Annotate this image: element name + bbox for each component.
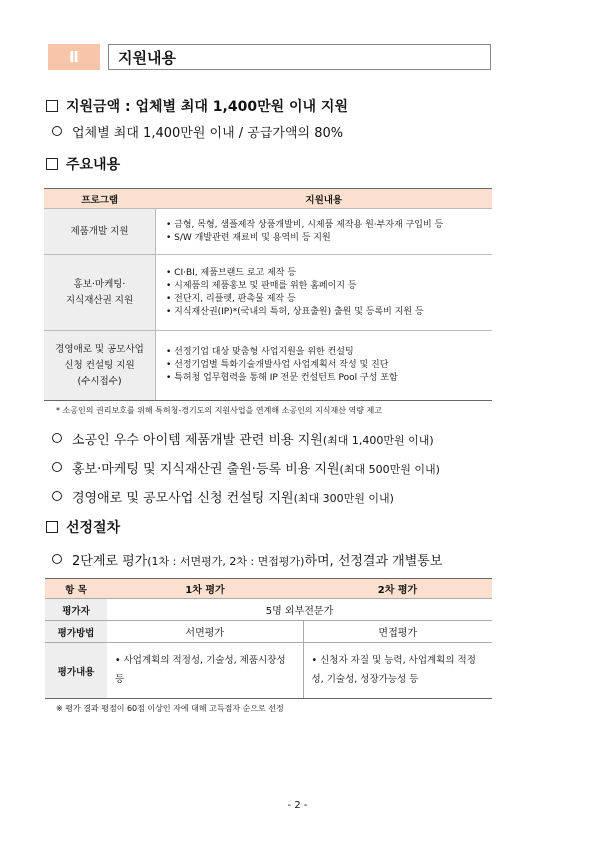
list-item: • 선정기업별 특화기술개발사업 사업계획서 작성 및 진단 (166, 359, 491, 372)
program-cell: 경영애로 및 공모사업 신청 컨설팅 지원 (수시접수) (44, 331, 156, 401)
circle-bullet-icon (52, 462, 62, 472)
support-amount-detail: 업체별 최대 1,400만원 이내 / 공급가액의 80% (52, 122, 343, 141)
list-item: • 선정기업 대상 맞춤형 사업지원을 위한 컨설팅 (166, 346, 491, 359)
circle-bullet-icon (52, 491, 62, 501)
table-row (45, 621, 492, 643)
content-second: • 신청자 자질 및 능력, 사업계획의 적정성, 기술성, 성장가능성 등 (303, 643, 492, 699)
square-bullet-icon (46, 521, 58, 533)
support-bullet: 소공인 우수 아이템 제품개발 관련 비용 지원(최대 1,400만원 이내) (52, 429, 434, 448)
selection-line: 2단계로 평가(1차 : 서면평가, 2차 : 면접평가)하며, 선정결과 개별통보 (52, 550, 442, 569)
circle-bullet-icon (52, 433, 62, 443)
support-amount-heading: 지원금액 : 업체별 최대 1,400만원 이내 지원 (46, 96, 348, 116)
circle-bullet-icon (52, 554, 62, 564)
section-title: 지원내용 (108, 44, 491, 70)
evaluation-table (45, 578, 492, 699)
program-table (44, 188, 492, 401)
page-number: - 2 - (287, 800, 308, 811)
list-item: • CI·BI, 제품브랜드 로고 제작 등 (166, 267, 491, 280)
content-first: • 사업계획의 적정성, 기술성, 제품시장성 등 (107, 643, 303, 699)
table-row (45, 599, 492, 621)
table-header-second: 2차 평가 (303, 579, 492, 599)
table-header-content: 지원내용 (156, 189, 493, 209)
support-bullet: 경영애로 및 공모사업 신청 컨설팅 지원(최대 300만원 이내) (52, 487, 394, 506)
content-cell (156, 255, 493, 331)
content-cell (156, 209, 493, 255)
program-cell: 홍보·마케팅· 지식재산권 지원 (44, 255, 156, 331)
list-item: • S/W 개발관련 재료비 및 용역비 등 지원 (166, 232, 491, 245)
table-row (45, 643, 492, 699)
table-header-item: 항 목 (45, 579, 107, 599)
square-bullet-icon (46, 100, 58, 112)
list-item: • 금형, 목형, 샘플제작 상품개발비, 시제품 제작용 원·부자재 구입비 등 (166, 219, 491, 232)
method-label: 평가방법 (45, 621, 107, 643)
evaluator-value: 5명 외부전문가 (107, 599, 492, 621)
content-cell (156, 331, 493, 401)
main-content-heading: 주요내용 (46, 154, 120, 174)
list-item: • 특허청 업무협력을 통해 IP 전문 컨설턴트 Pool 구성 포함 (166, 372, 491, 385)
selection-footnote: ※ 평가 결과 평점이 60점 이상인 자에 대해 고득점자 순으로 선정 (56, 704, 284, 713)
table-header-program: 프로그램 (44, 189, 156, 209)
list-item: • 전단지, 리플렛, 판촉물 제작 등 (166, 293, 491, 306)
method-second: 면접평가 (303, 621, 492, 643)
program-cell: 제품개발 지원 (44, 209, 156, 255)
table-row (44, 209, 492, 255)
list-item: • 시제품의 제품홍보 및 판매를 위한 홈페이지 등 (166, 280, 491, 293)
evaluator-label: 평가자 (45, 599, 107, 621)
table-row (44, 255, 492, 331)
circle-bullet-icon (52, 126, 62, 136)
ip-footnote: * 소공인의 권리보호를 위해 특허청-경기도의 지원사업을 연계해 소공인의 지식재산 역량 제고 (56, 406, 382, 415)
selection-heading: 선정절차 (46, 517, 120, 537)
table-header-first: 1차 평가 (107, 579, 303, 599)
method-first: 서면평가 (107, 621, 303, 643)
square-bullet-icon (46, 158, 58, 170)
support-bullet: 홍보·마케팅 및 지식재산권 출원·등록 비용 지원(최대 500만원 이내) (52, 458, 440, 477)
table-row (44, 331, 492, 401)
list-item: • 지식재산권(IP)*(국내의 특허, 상표출원) 출원 및 등록비 지원 등 (166, 306, 491, 319)
section-number: Ⅱ (48, 44, 100, 70)
content-label: 평가내용 (45, 643, 107, 699)
